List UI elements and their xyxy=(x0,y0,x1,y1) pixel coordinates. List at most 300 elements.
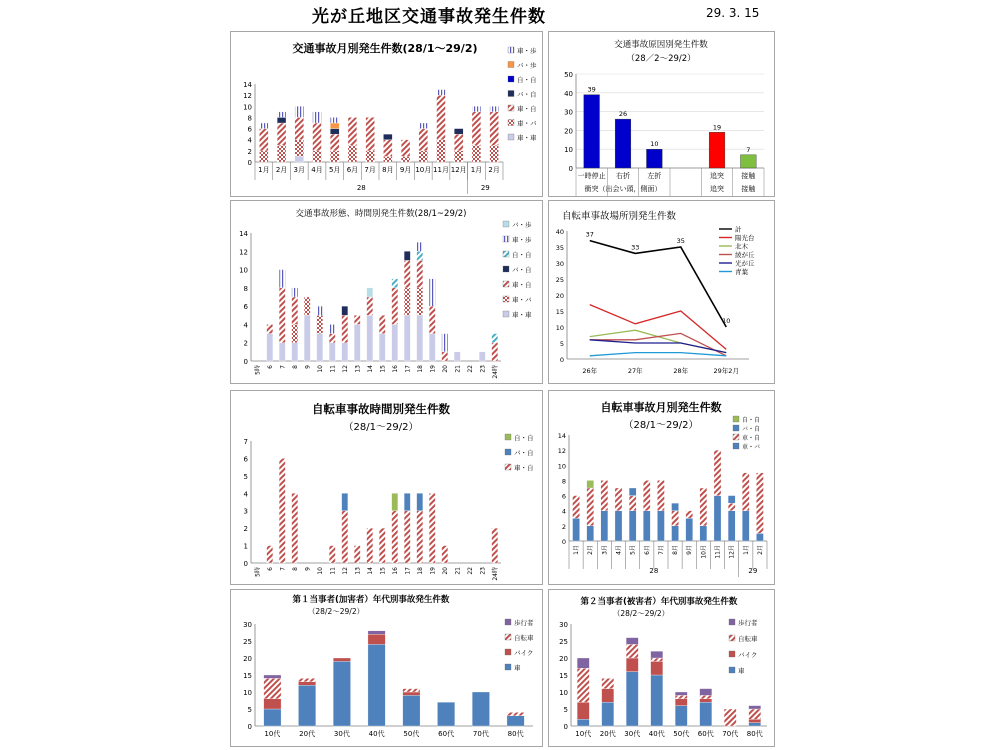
x-tick-label: 18 xyxy=(416,567,424,575)
x-tick-label: 29年2月 xyxy=(713,367,739,375)
bar-segment xyxy=(651,658,663,661)
bar-segment xyxy=(417,260,423,287)
legend-label: 陽光台 xyxy=(735,234,755,242)
series-line xyxy=(590,241,727,327)
y-tick-label: 5 xyxy=(559,340,564,348)
legend-label: 車 xyxy=(514,664,521,672)
x-tick-label: 23 xyxy=(479,365,487,373)
bar-segment xyxy=(383,140,392,157)
y-tick-label: 10 xyxy=(243,103,252,112)
bar-segment xyxy=(417,493,423,510)
legend-swatch xyxy=(508,47,514,53)
bar-segment xyxy=(672,526,679,541)
y-tick-label: 8 xyxy=(561,477,566,486)
bar-segment xyxy=(419,129,428,151)
y-tick-label: 5 xyxy=(563,706,568,714)
y-tick-label: 10 xyxy=(243,689,252,697)
y-tick-label: 2 xyxy=(247,147,252,156)
bar-segment xyxy=(626,672,638,726)
legend-label: バ・自 xyxy=(512,266,532,274)
bar-segment xyxy=(317,315,323,333)
legend-label: 車・車 xyxy=(517,134,537,142)
legend-label: バ・自 xyxy=(517,90,537,99)
report-date: 29. 3. 15 xyxy=(706,6,760,20)
bar-segment xyxy=(626,638,638,645)
legend-label: バイク xyxy=(738,651,758,659)
x-tick-label: 30代 xyxy=(333,730,350,738)
y-tick-label: 8 xyxy=(243,284,248,293)
legend-swatch xyxy=(505,619,511,625)
x-tick-label: 2月 xyxy=(756,545,764,555)
bar-segment xyxy=(675,695,687,698)
bar-segment xyxy=(313,112,322,123)
y-tick-label: 12 xyxy=(239,248,248,257)
bar-segment xyxy=(298,678,315,681)
legend-swatch xyxy=(729,667,735,673)
page-title: 光が丘地区交通事故発生件数 xyxy=(312,7,546,27)
x-tick-label: 12 xyxy=(341,567,349,575)
bar-segment xyxy=(329,546,335,563)
x-tick-label: 6月 xyxy=(346,166,359,174)
bar-segment xyxy=(472,692,489,726)
legend-label: 車・バ xyxy=(517,119,537,128)
bar-segment xyxy=(587,526,594,541)
bar xyxy=(647,149,663,168)
bar-segment xyxy=(392,288,398,325)
bar-segment xyxy=(454,129,463,135)
bar-segment xyxy=(379,334,385,361)
chart-subtitle: （28/2～29/2） xyxy=(612,609,670,618)
y-tick-label: 40 xyxy=(555,228,564,236)
x-tick-label: 80代 xyxy=(507,730,524,738)
legend-label: 車・自 xyxy=(514,464,534,472)
legend-label: バ・自 xyxy=(514,449,534,457)
x-tick-label: 24時 xyxy=(491,567,499,581)
bar-segment xyxy=(379,528,385,563)
x-tick-label: 4月 xyxy=(615,545,623,555)
bar-segment xyxy=(404,251,410,260)
chart-subtitle: （28/1～29/2） xyxy=(623,420,699,431)
x-tick-label: 11 xyxy=(329,567,337,575)
x-tick-label: 27年 xyxy=(627,367,643,375)
bar-segment xyxy=(629,488,636,496)
x-tick-label: 18 xyxy=(416,365,424,373)
y-tick-label: 6 xyxy=(243,455,248,464)
bar-segment xyxy=(404,511,410,563)
bar-segment xyxy=(392,493,398,510)
y-tick-label: 10 xyxy=(239,266,248,275)
y-tick-label: 5 xyxy=(243,472,248,481)
bar-segment xyxy=(267,334,273,361)
data-label: 35 xyxy=(676,237,685,245)
x-tick-label: 2月 xyxy=(275,166,288,174)
legend-label: 綾が丘 xyxy=(735,251,755,259)
year-group-label: 28 xyxy=(356,184,366,192)
y-tick-label: 25 xyxy=(243,638,252,646)
x-tick-label: 1月 xyxy=(470,166,483,174)
bar-segment xyxy=(292,288,298,297)
bar-segment xyxy=(419,151,428,162)
legend-swatch xyxy=(733,425,739,431)
legend-label: 自・自 xyxy=(512,251,532,259)
x-tick-label: 8 xyxy=(291,365,299,369)
x-tick-label: 9月 xyxy=(399,166,412,174)
party1-age-svg xyxy=(231,590,542,746)
bar-segment xyxy=(383,134,392,140)
x-tick-label: 2月 xyxy=(587,545,595,555)
bar xyxy=(615,119,631,168)
bar-segment xyxy=(749,706,761,709)
legend-label: 車・バ xyxy=(512,296,532,304)
x-tick-label: 5月 xyxy=(629,545,637,555)
bar-segment xyxy=(643,480,650,510)
x-tick-label: 22 xyxy=(466,567,474,575)
chart-title: 交通事故形態、時間別発生件数(28/1~29/2) xyxy=(295,209,467,219)
bar-segment xyxy=(292,493,298,563)
x-tick-label: 12月 xyxy=(728,545,736,559)
group-label: 衝突（出会い頭，側面） xyxy=(584,185,662,193)
bar-segment xyxy=(366,117,375,150)
bar-segment xyxy=(442,546,448,563)
bar-segment xyxy=(264,699,281,709)
x-tick-label: 40代 xyxy=(648,730,665,738)
bar-segment xyxy=(295,156,304,162)
bar-segment xyxy=(404,260,410,287)
legend-label: 車・車 xyxy=(512,311,532,319)
bar-segment xyxy=(267,546,273,563)
y-tick-label: 0 xyxy=(561,538,566,546)
bar-segment xyxy=(330,151,339,162)
legend-label: バイク xyxy=(514,649,534,657)
bicycle-monthly-chart xyxy=(548,390,775,585)
legend-swatch xyxy=(508,62,514,68)
bar-segment xyxy=(429,493,435,563)
legend-label: 自転車 xyxy=(738,635,758,643)
legend-label: 車・歩 xyxy=(512,236,532,244)
bar-segment xyxy=(657,480,664,510)
y-tick-label: 0 xyxy=(563,723,568,731)
bar-segment xyxy=(403,695,420,726)
monthly-accidents-svg xyxy=(231,32,542,196)
bar-segment xyxy=(330,134,339,151)
bar-segment xyxy=(392,324,398,361)
bar-segment xyxy=(587,488,594,526)
chart-subtitle: （28/2～29/2） xyxy=(307,607,365,616)
legend-swatch xyxy=(508,134,514,140)
bar-segment xyxy=(429,279,435,306)
data-label: 10 xyxy=(722,317,731,325)
x-tick-label: 19 xyxy=(429,365,437,373)
x-tick-label: 70代 xyxy=(472,730,489,738)
x-tick-label: 13 xyxy=(354,365,362,373)
legend-label: 北木 xyxy=(735,242,748,251)
bar-segment xyxy=(724,709,736,726)
x-tick-label: 22 xyxy=(466,365,474,373)
bar-segment xyxy=(403,689,420,692)
x-tick-label: 80代 xyxy=(746,730,763,738)
legend-swatch xyxy=(503,221,509,227)
bar-segment xyxy=(626,644,638,658)
x-tick-label: 8 xyxy=(291,567,299,571)
bar xyxy=(709,132,725,168)
legend-swatch xyxy=(508,91,514,97)
bar-segment xyxy=(367,288,373,297)
y-tick-label: 15 xyxy=(555,308,564,316)
bar-segment xyxy=(313,123,322,151)
bar-segment xyxy=(259,123,268,129)
y-tick-label: 25 xyxy=(559,638,568,646)
legend-swatch xyxy=(733,443,739,449)
x-tick-label: 28年 xyxy=(673,367,689,375)
bar-segment xyxy=(442,334,448,352)
x-tick-label: 10代 xyxy=(264,730,281,738)
bar-segment xyxy=(728,496,735,504)
bar-segment xyxy=(367,315,373,361)
chart-title: 第１当事者(加害者）年代別事故発生件数 xyxy=(292,595,450,605)
bar-segment xyxy=(490,106,499,112)
bar-segment xyxy=(492,343,498,361)
x-tick-label: 3月 xyxy=(601,545,609,555)
x-tick-label: 8月 xyxy=(672,545,680,555)
bar-segment xyxy=(675,699,687,706)
legend-swatch xyxy=(503,311,509,317)
legend-label: 自・自 xyxy=(517,76,537,84)
legend-label: バ・歩 xyxy=(512,221,532,229)
x-tick-label: 11月 xyxy=(714,545,722,559)
y-tick-label: 6 xyxy=(243,303,248,312)
bar-segment xyxy=(714,450,721,495)
bar-segment xyxy=(479,352,485,361)
x-tick-label: 60代 xyxy=(697,730,714,738)
legend-swatch xyxy=(505,664,511,670)
bar-segment xyxy=(700,695,712,698)
bar-segment xyxy=(577,658,589,668)
bar-segment xyxy=(728,511,735,541)
y-tick-label: 14 xyxy=(243,81,252,89)
bar-segment xyxy=(295,117,304,139)
data-label: 26 xyxy=(618,110,628,119)
x-tick-label: 右折 xyxy=(616,172,630,180)
y-tick-label: 12 xyxy=(557,447,566,456)
bar-segment xyxy=(675,706,687,726)
bar-segment xyxy=(333,658,350,661)
y-tick-label: 30 xyxy=(564,108,573,117)
bar-segment xyxy=(330,117,339,123)
bar-segment xyxy=(367,297,373,315)
bar-segment xyxy=(419,123,428,129)
x-tick-label: 10月 xyxy=(700,545,708,559)
bar-segment xyxy=(354,315,360,324)
x-tick-label: 2月 xyxy=(488,166,500,174)
x-tick-label: 9 xyxy=(304,567,312,571)
x-tick-label: 30代 xyxy=(624,730,641,738)
bar-segment xyxy=(317,334,323,361)
x-tick-label: 20 xyxy=(441,567,449,575)
bar-segment xyxy=(404,493,410,510)
bar-segment xyxy=(429,334,435,361)
x-tick-label: 一時停止 xyxy=(577,172,606,180)
bar-segment xyxy=(577,719,589,726)
x-tick-label: 13 xyxy=(354,567,362,575)
legend-label: 自・自 xyxy=(514,434,534,442)
bicycle-location-svg xyxy=(549,201,774,383)
x-tick-label: 16 xyxy=(391,365,399,373)
bar-segment xyxy=(348,117,357,145)
y-tick-label: 2 xyxy=(561,522,566,531)
x-tick-label: 6月 xyxy=(643,545,651,555)
bar-segment xyxy=(615,488,622,511)
legend-label: 車・歩 xyxy=(517,47,537,55)
bar-segment xyxy=(507,712,524,715)
bicycle-hourly-chart xyxy=(230,390,543,585)
legend-label: 車・バ xyxy=(742,444,761,451)
y-tick-label: 20 xyxy=(564,127,573,136)
data-label: 7 xyxy=(746,145,751,154)
bar-segment xyxy=(330,129,339,135)
y-tick-label: 20 xyxy=(243,655,252,663)
bar-segment xyxy=(279,458,285,563)
x-tick-label: 50代 xyxy=(403,730,420,738)
y-tick-label: 4 xyxy=(243,490,248,499)
x-tick-label: 23 xyxy=(479,567,487,575)
bar-segment xyxy=(602,689,614,703)
bar-segment xyxy=(329,343,335,361)
y-tick-label: 0 xyxy=(247,723,252,731)
x-tick-label: 15 xyxy=(379,365,387,373)
y-tick-label: 30 xyxy=(559,621,568,629)
x-tick-label: 20代 xyxy=(599,730,616,738)
x-tick-label: 10 xyxy=(316,567,324,575)
y-tick-label: 7 xyxy=(243,438,248,446)
bar-segment xyxy=(577,702,589,719)
accident-cause-chart xyxy=(548,31,775,197)
x-tick-label: 7月 xyxy=(364,166,376,174)
bar-segment xyxy=(417,251,423,260)
x-tick-label: 24時 xyxy=(491,365,499,379)
bar-segment xyxy=(454,151,463,162)
x-tick-label: 50代 xyxy=(673,730,690,738)
y-tick-label: 4 xyxy=(243,321,248,330)
legend-swatch xyxy=(505,449,511,455)
legend-swatch xyxy=(503,281,509,287)
bar-segment xyxy=(342,511,348,563)
bar-segment xyxy=(292,343,298,361)
x-tick-label: 左折 xyxy=(647,172,662,180)
chart-title: 自転車事故場所別発生件数 xyxy=(561,211,677,222)
y-tick-label: 50 xyxy=(564,71,573,79)
party1-age-chart xyxy=(230,589,543,747)
bar-segment xyxy=(672,503,679,511)
y-tick-label: 0 xyxy=(568,165,573,173)
x-tick-label: 6 xyxy=(266,567,274,571)
legend-label: 車・自 xyxy=(742,435,761,442)
bar-segment xyxy=(714,496,721,541)
y-tick-label: 0 xyxy=(247,159,252,167)
bar-segment xyxy=(329,324,335,333)
year-group-label: 29 xyxy=(748,567,758,575)
year-group-label: 29 xyxy=(480,184,490,192)
bar-segment xyxy=(298,685,315,726)
y-tick-label: 10 xyxy=(564,146,573,155)
legend-label: 計 xyxy=(735,225,742,234)
group-label: 追突 xyxy=(710,185,724,193)
bar-segment xyxy=(417,242,423,251)
bar-segment xyxy=(437,702,454,726)
bar-segment xyxy=(629,496,636,511)
bar-segment xyxy=(492,528,498,563)
y-tick-label: 6 xyxy=(247,125,252,134)
bar-segment xyxy=(354,546,360,563)
bar-segment xyxy=(279,270,285,288)
bar-segment xyxy=(602,678,614,688)
bar-segment xyxy=(651,661,663,675)
bar-segment xyxy=(259,151,268,162)
bar-segment xyxy=(401,156,410,162)
bar-segment xyxy=(354,324,360,361)
legend-label: バ・自 xyxy=(742,426,761,433)
series-line xyxy=(590,353,727,356)
bar-segment xyxy=(342,493,348,510)
bar-segment xyxy=(404,315,410,361)
x-tick-label: 21 xyxy=(454,567,462,575)
legend-label: バ・歩 xyxy=(517,61,537,70)
x-tick-label: 接触 xyxy=(741,172,756,180)
bar-segment xyxy=(742,473,749,511)
chart-subtitle: （28/1～29/2） xyxy=(343,422,419,433)
hourly-type-svg xyxy=(231,201,542,383)
bar-segment xyxy=(454,352,460,361)
x-tick-label: 15 xyxy=(379,567,387,575)
bar-segment xyxy=(277,145,286,162)
bar-segment xyxy=(292,297,298,324)
y-tick-label: 5 xyxy=(247,706,252,714)
legend-swatch xyxy=(508,120,514,126)
x-tick-label: 4月 xyxy=(311,166,323,174)
x-tick-label: 5時 xyxy=(254,567,262,577)
legend-swatch xyxy=(733,434,739,440)
x-tick-label: 10月 xyxy=(415,166,432,174)
group-label: 接触 xyxy=(741,185,756,193)
bar-segment xyxy=(342,315,348,342)
y-tick-label: 1 xyxy=(243,542,248,551)
y-tick-label: 40 xyxy=(564,89,573,98)
x-tick-label: 10代 xyxy=(575,730,592,738)
bar-segment xyxy=(601,511,608,541)
bar-segment xyxy=(279,288,285,343)
y-tick-label: 10 xyxy=(555,324,564,332)
legend-swatch xyxy=(505,649,511,655)
data-label: 37 xyxy=(585,230,594,239)
x-tick-label: 5時 xyxy=(254,365,262,375)
bar-segment xyxy=(657,511,664,541)
legend-label: 歩行者 xyxy=(514,619,534,627)
x-tick-label: 17 xyxy=(404,365,412,373)
bar-segment xyxy=(366,151,375,162)
y-tick-label: 0 xyxy=(243,560,248,568)
bar-segment xyxy=(749,723,761,726)
bar-segment xyxy=(392,279,398,288)
bar-segment xyxy=(259,129,268,151)
legend-label: 車・自 xyxy=(517,105,537,113)
x-tick-label: 16 xyxy=(391,567,399,575)
y-tick-label: 4 xyxy=(247,136,252,145)
bicycle-location-chart xyxy=(548,200,775,384)
bar-segment xyxy=(429,306,435,333)
bar-segment xyxy=(573,518,580,541)
bar-segment xyxy=(749,709,761,719)
bar-segment xyxy=(329,334,335,343)
bar-segment xyxy=(342,343,348,361)
